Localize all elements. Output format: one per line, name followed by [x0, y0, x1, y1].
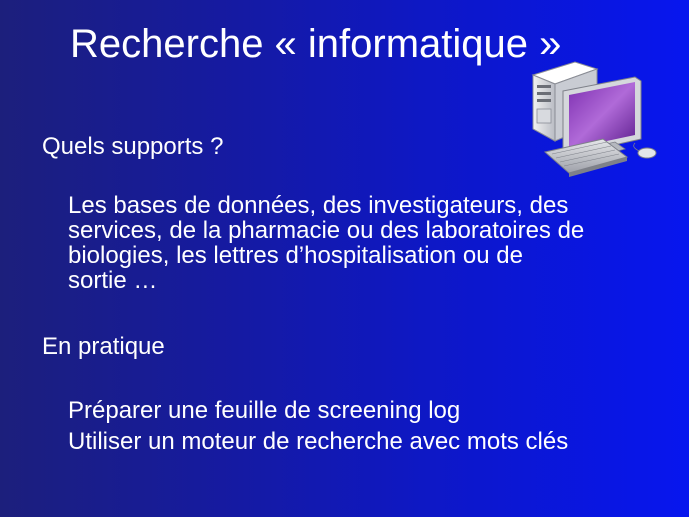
desktop-computer-icon [525, 57, 675, 187]
heading-pratique: En pratique [42, 333, 165, 360]
heading-supports: Quels supports ? [42, 133, 224, 160]
list-item: Utiliser un moteur de recherche avec mots clés [68, 428, 569, 455]
supports-paragraph [68, 193, 658, 293]
list-item: Préparer une feuille de screening log [68, 397, 461, 424]
supports-line: services, de la pharmacie ou des laboratoires de [68, 217, 585, 244]
slide-title: Recherche « informatique » [70, 22, 562, 66]
supports-line: sortie … [68, 267, 158, 294]
supports-line: biologies, les lettres d’hospitalisation ou de [68, 242, 523, 269]
supports-line: Les bases de données, des investigateurs, des [68, 192, 569, 219]
